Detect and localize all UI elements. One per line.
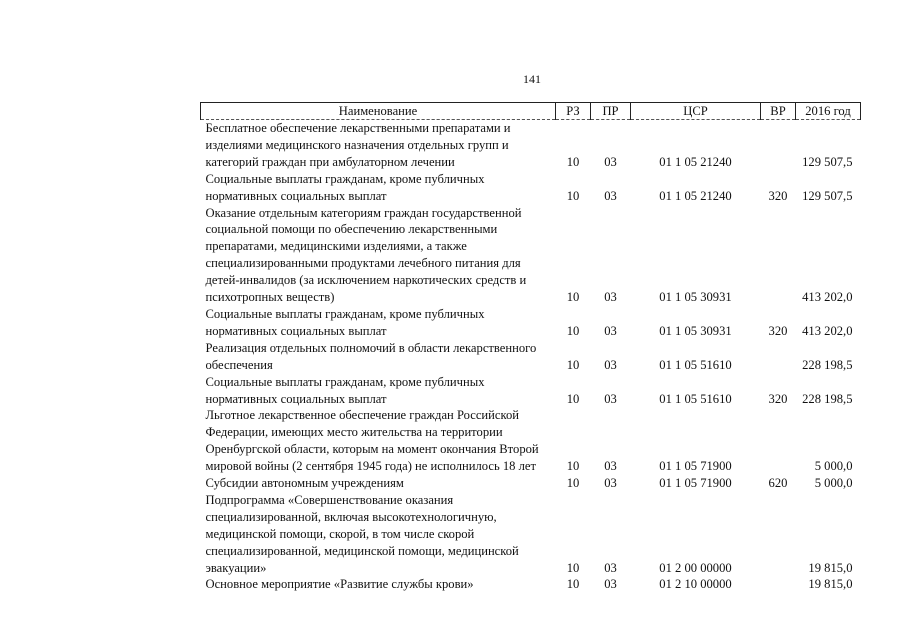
row-rz: 10	[566, 391, 580, 406]
column-header-csr: ЦСР	[631, 103, 761, 120]
row-name: Социальные выплаты гражданам, кроме публичных нормативных социальных выплат	[205, 306, 485, 338]
row-amount: 413 202,0	[802, 290, 853, 305]
row-csr: 01 1 05 21240	[659, 188, 732, 203]
table-row	[201, 475, 861, 492]
row-name: Бесплатное обеспечение лекарственными препаратами и изделиями медицинского назначения отдельных групп и категорий граждан при амбулаторном лечении	[205, 121, 511, 169]
row-vr: 620	[768, 476, 788, 491]
row-csr: 01 2 00 00000	[659, 560, 732, 575]
row-name: Льготное лекарственное обеспечение граждан Российской Федерации, имеющих место жительства на территории Оренбургской области, которым на момент окончания Второй мировой войны (2 сентября 1945 года) не исполнилось 18 лет	[205, 408, 539, 474]
table-row	[201, 576, 861, 593]
row-csr: 01 1 05 21240	[659, 154, 732, 169]
row-rz: 10	[566, 290, 580, 305]
row-amount: 19 815,0	[808, 577, 853, 592]
row-amount: 19 815,0	[808, 560, 853, 575]
row-name: Основное мероприятие «Развитие службы крови»	[205, 577, 474, 592]
row-csr: 01 1 05 71900	[659, 459, 732, 474]
table-row	[201, 340, 861, 374]
column-header-rz: РЗ	[556, 103, 591, 120]
table-row	[201, 171, 861, 205]
table-header-row	[201, 103, 861, 120]
row-vr: 320	[768, 391, 788, 406]
table-row	[201, 407, 861, 475]
table-row	[201, 120, 861, 171]
page-number: 141	[523, 72, 541, 86]
row-rz: 10	[566, 357, 580, 372]
table-row	[201, 205, 861, 306]
row-pr: 03	[604, 357, 617, 372]
row-name: Оказание отдельным категориям граждан государственной социальной помощи по обеспечению лекарственными препаратами, медицинскими изделиями, а также специализированными продуктами лечебного питания для детей-инвалидов (за исключением наркотических средств и психотропных веществ)	[205, 205, 527, 305]
row-vr: 320	[768, 188, 788, 203]
row-csr: 01 1 05 51610	[659, 391, 732, 406]
row-name: Социальные выплаты гражданам, кроме публичных нормативных социальных выплат	[205, 374, 485, 406]
row-vr: 320	[768, 323, 788, 338]
table-row	[201, 306, 861, 340]
row-pr: 03	[604, 476, 617, 491]
row-amount: 228 198,5	[802, 391, 853, 406]
row-pr: 03	[604, 188, 617, 203]
row-rz: 10	[566, 577, 580, 592]
row-rz: 10	[566, 560, 580, 575]
row-vr	[761, 205, 796, 306]
row-vr	[761, 407, 796, 475]
row-name: Субсидии автономным учреждениям	[205, 476, 404, 491]
row-pr: 03	[604, 577, 617, 592]
table-row	[201, 374, 861, 408]
row-vr	[761, 576, 796, 593]
row-pr: 03	[604, 154, 617, 169]
row-name: Реализация отдельных полномочий в области лекарственного обеспечения	[205, 340, 537, 372]
budget-table	[200, 102, 861, 593]
column-header-vr: ВР	[761, 103, 796, 120]
row-name: Подпрограмма «Совершенствование оказания специализированной, включая высокотехнологичную, медицинской помощи, скорой, в том числе скорой специализированной, медицинской помощи, медицинской эвакуации»	[205, 492, 519, 575]
row-pr: 03	[604, 560, 617, 575]
row-name: Социальные выплаты гражданам, кроме публичных нормативных социальных выплат	[205, 171, 485, 203]
row-vr	[761, 492, 796, 577]
row-rz: 10	[566, 323, 580, 338]
row-vr	[761, 340, 796, 374]
row-amount: 129 507,5	[802, 154, 853, 169]
row-amount: 5 000,0	[814, 459, 853, 474]
row-rz: 10	[566, 154, 580, 169]
table-row	[201, 492, 861, 577]
column-header-pr: ПР	[591, 103, 631, 120]
row-pr: 03	[604, 391, 617, 406]
row-amount: 5 000,0	[814, 476, 853, 491]
row-amount: 413 202,0	[802, 323, 853, 338]
row-vr	[761, 120, 796, 171]
row-pr: 03	[604, 323, 617, 338]
column-header-name: Наименование	[201, 103, 556, 120]
row-amount: 228 198,5	[802, 357, 853, 372]
row-rz: 10	[566, 188, 580, 203]
row-rz: 10	[566, 459, 580, 474]
row-rz: 10	[566, 476, 580, 491]
row-csr: 01 1 05 30931	[659, 323, 732, 338]
row-amount: 129 507,5	[802, 188, 853, 203]
row-pr: 03	[604, 459, 617, 474]
row-csr: 01 2 10 00000	[659, 577, 732, 592]
row-csr: 01 1 05 51610	[659, 357, 732, 372]
row-csr: 01 1 05 71900	[659, 476, 732, 491]
row-pr: 03	[604, 290, 617, 305]
column-header-year: 2016 год	[796, 103, 861, 120]
row-csr: 01 1 05 30931	[659, 290, 732, 305]
